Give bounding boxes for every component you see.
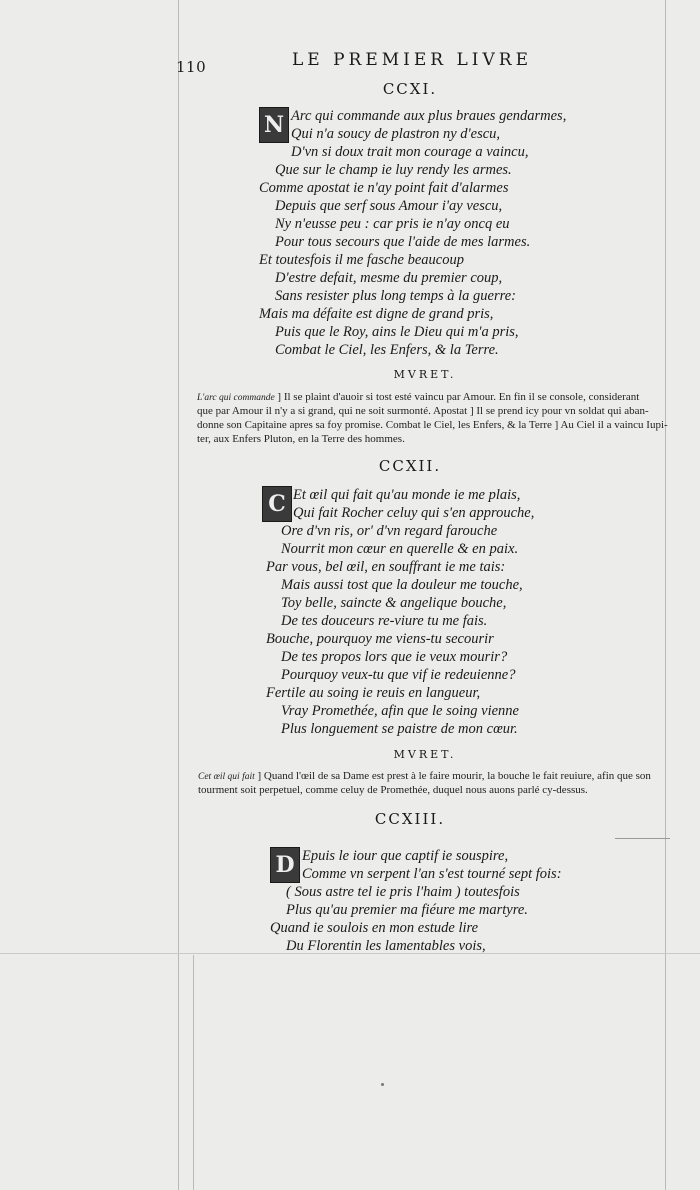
verse-line: Ny n'eusse peu : car pris ie n'ay oncq eu [275,216,510,232]
ornamental-initial-letter: C [268,491,286,517]
verse-line: Sans resister plus long temps à la guerre: [275,288,516,304]
verse-line: Ore d'vn ris, or' d'vn regard farouche [281,523,498,539]
verse-line: Du Florentin les lamentables vois, [286,938,486,954]
sonnet-title: CCXIII. [374,810,446,828]
verse-line: Fertile au soing ie reuis en langueur, [266,685,481,701]
commentary-heading: MVRET. [393,368,457,381]
commentary-text: ] Il se plaint d'auoir si tost esté vaincu par Amour. En fin il se console, considerant [277,391,640,403]
commentary-lemma: L'arc qui commande [197,393,275,403]
verse-line: Nourrit mon cœur en querelle & en paix. [281,541,519,557]
verse-line: D'vn si doux trait mon courage a vaincu, [291,144,529,160]
commentary-line: ter, aux Enfers Pluton, en la Terre des hommes. [197,433,405,445]
stray-mark [381,1083,384,1086]
commentary-line [197,391,639,406]
ornamental-initial-letter: D [275,852,295,878]
verse-line: Quand ie soulois en mon estude lire [270,920,479,936]
verse-line: Que sur le champ ie luy rendy les armes. [275,162,512,178]
ornamental-initial [262,486,292,522]
verse-line: De tes propos lors que ie veux mourir? [281,649,508,665]
ornamental-initial [259,107,289,143]
verse-line: De tes douceurs re-viure tu me fais. [281,613,488,629]
verse-line: ( Sous astre tel ie pris l'haim ) toutesfois [286,884,520,900]
commentary-heading: MVRET. [393,748,457,761]
commentary-line [198,770,651,785]
verse-line: Et œil qui fait qu'au monde ie me plais, [293,487,521,503]
sonnet-title: CCXI. [382,80,438,98]
verse-line: Comme vn serpent l'an s'est tourné sept fois: [302,866,562,882]
verse-line: Puis que le Roy, ains le Dieu qui m'a pris, [275,324,519,340]
verse-line: Qui fait Rocher celuy qui s'en approuche, [293,505,535,521]
verse-line: Plus longuement se paistre de mon cœur. [281,721,518,737]
verse-line: Mais ma défaite est digne de grand pris, [259,306,494,322]
folio-number: 110 [176,58,207,76]
verse-line: Arc qui commande aux plus braues gendarmes, [291,108,567,124]
ornamental-initial-letter: N [263,112,285,138]
verse-line: Par vous, bel œil, en souffrant ie me tais: [266,559,506,575]
verse-line: D'estre defait, mesme du premier coup, [275,270,503,286]
left-margin-rule [178,0,179,1190]
verse-line: Vray Promethée, afin que le soing vienne [281,703,519,719]
verse-line: Depuis que serf sous Amour i'ay vescu, [275,198,503,214]
verse-line: Et toutesfois il me fasche beaucoup [259,252,464,268]
commentary-line: tourment soit perpetuel, comme celuy de Promethée, duquel nous auons parlé cy-dessus. [198,784,588,796]
running-head: LE PREMIER LIVRE [292,50,532,70]
right-edge-mark [615,838,670,839]
commentary-text: ] Quand l'œil de sa Dame est prest à le faire mourir, la bouche le fait reuiure, afin que son [257,770,651,782]
commentary-line: donne son Capitaine apres sa foy promise. Combat le Ciel, les Enfers, & la Terre ] Au Ciel il a vaincu Iupi- [197,419,668,431]
verse-line: Pour tous secours que l'aide de mes larmes. [275,234,531,250]
right-margin-rule [665,0,666,1190]
verse-line: Comme apostat ie n'ay point fait d'alarmes [259,180,509,196]
verse-line: Mais aussi tost que la douleur me touche, [281,577,523,593]
verse-line: Combat le Ciel, les Enfers, & la Terre. [275,342,499,358]
commentary-lemma: Cet œil qui fait [198,772,255,782]
verse-line: Pourquoy veux-tu que vif ie redeuienne? [281,667,516,683]
ornamental-initial [270,847,300,883]
sonnet-title: CCXII. [378,457,442,475]
verse-line: Plus qu'au premier ma fiéure me martyre. [286,902,528,918]
verse-line: Epuis le iour que captif ie souspire, [302,848,509,864]
commentary-line: que par Amour il n'y a si grand, qui ne soit surmonté. Apostat ] Il se prend icy pour vn soldat qui aban- [197,405,649,417]
verse-line: Toy belle, saincte & angelique bouche, [281,595,507,611]
left-margin-rule-lower [193,955,194,1190]
verse-line: Bouche, pourquoy me viens-tu secourir [266,631,494,647]
verse-line: Qui n'a soucy de plastron ny d'escu, [291,126,501,142]
